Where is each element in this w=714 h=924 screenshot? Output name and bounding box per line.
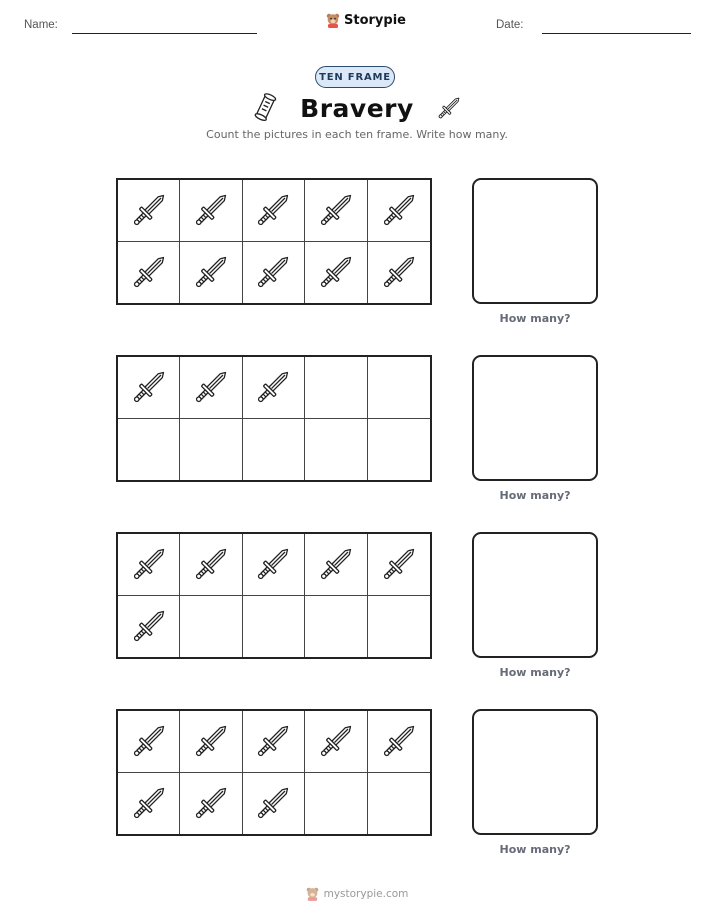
sword-icon xyxy=(254,542,292,586)
sword-icon xyxy=(380,188,418,232)
frame-cell xyxy=(305,596,367,658)
frame-cell xyxy=(368,773,430,835)
frame-cell xyxy=(243,357,305,419)
frame-cell xyxy=(243,534,305,596)
frame-cell xyxy=(243,180,305,242)
footer-site: mystorypie.com xyxy=(323,887,409,900)
frame-cell xyxy=(118,596,180,658)
sword-icon xyxy=(380,719,418,763)
frame-cell xyxy=(243,711,305,773)
sword-icon xyxy=(317,719,355,763)
scroll-icon xyxy=(252,91,278,125)
frame-cell xyxy=(368,596,430,658)
frame-cell xyxy=(368,534,430,596)
sword-icon xyxy=(380,250,418,294)
frame-cell xyxy=(180,419,242,481)
frame-cell xyxy=(305,242,367,304)
brand-logo xyxy=(326,12,406,28)
frame-cell xyxy=(118,773,180,835)
frame-cell xyxy=(180,773,242,835)
name-line[interactable] xyxy=(72,33,257,34)
bear-mascot-icon xyxy=(326,12,340,28)
ten-frame xyxy=(116,532,432,659)
frame-cell xyxy=(305,534,367,596)
sword-icon xyxy=(130,250,168,294)
date-line[interactable] xyxy=(542,33,691,34)
ten-frame xyxy=(116,355,432,482)
frame-cell xyxy=(118,357,180,419)
title-row xyxy=(0,91,714,125)
sword-icon xyxy=(192,250,230,294)
ten-frame xyxy=(116,709,432,836)
sword-icon xyxy=(192,365,230,409)
frame-cell xyxy=(368,711,430,773)
frame-cell xyxy=(180,357,242,419)
frame-cell xyxy=(180,180,242,242)
worksheet-tag: TEN FRAME xyxy=(315,66,395,88)
frame-cell xyxy=(243,242,305,304)
frame-cell xyxy=(305,357,367,419)
sword-icon xyxy=(317,542,355,586)
sword-icon xyxy=(192,719,230,763)
sword-icon xyxy=(254,250,292,294)
frame-cell xyxy=(368,242,430,304)
sword-icon xyxy=(254,719,292,763)
date-label: Date: xyxy=(496,19,524,31)
frame-cell xyxy=(180,242,242,304)
sword-icon xyxy=(130,719,168,763)
sword-icon xyxy=(130,604,168,648)
worksheet-title: Bravery xyxy=(300,93,414,123)
how-many-label: How many? xyxy=(499,843,571,856)
frame-cell xyxy=(368,357,430,419)
sword-icon xyxy=(130,542,168,586)
frame-cell xyxy=(305,419,367,481)
sword-icon xyxy=(130,781,168,825)
frame-cell xyxy=(180,596,242,658)
sword-icon xyxy=(254,365,292,409)
how-many-label: How many? xyxy=(499,312,571,325)
answer-box[interactable] xyxy=(472,532,598,658)
how-many-label: How many? xyxy=(499,489,571,502)
sword-icon xyxy=(254,188,292,232)
frame-cell xyxy=(118,711,180,773)
frame-cell xyxy=(180,711,242,773)
sword-icon xyxy=(192,542,230,586)
sword-icon xyxy=(192,781,230,825)
bear-mascot-icon xyxy=(306,886,319,901)
sword-icon xyxy=(436,91,462,125)
frame-cell xyxy=(118,534,180,596)
frame-cell xyxy=(243,419,305,481)
frame-cell xyxy=(368,419,430,481)
frame-cell xyxy=(243,773,305,835)
frame-cell xyxy=(243,596,305,658)
answer-box[interactable] xyxy=(472,709,598,835)
name-label: Name: xyxy=(24,19,58,31)
frame-cell xyxy=(305,711,367,773)
answer-box[interactable] xyxy=(472,355,598,481)
brand-name: Storypie xyxy=(344,12,406,28)
how-many-label: How many? xyxy=(499,666,571,679)
sword-icon xyxy=(130,188,168,232)
sword-icon xyxy=(317,250,355,294)
sword-icon xyxy=(130,365,168,409)
ten-frame xyxy=(116,178,432,305)
footer xyxy=(0,886,714,901)
sword-icon xyxy=(317,188,355,232)
frame-cell xyxy=(305,180,367,242)
frame-cell xyxy=(368,180,430,242)
instructions: Count the pictures in each ten frame. Write how many. xyxy=(206,128,508,141)
sword-icon xyxy=(380,542,418,586)
frame-cell xyxy=(180,534,242,596)
frame-cell xyxy=(118,419,180,481)
answer-box[interactable] xyxy=(472,178,598,304)
frame-cell xyxy=(118,242,180,304)
sword-icon xyxy=(192,188,230,232)
frame-cell xyxy=(118,180,180,242)
sword-icon xyxy=(254,781,292,825)
frame-cell xyxy=(305,773,367,835)
